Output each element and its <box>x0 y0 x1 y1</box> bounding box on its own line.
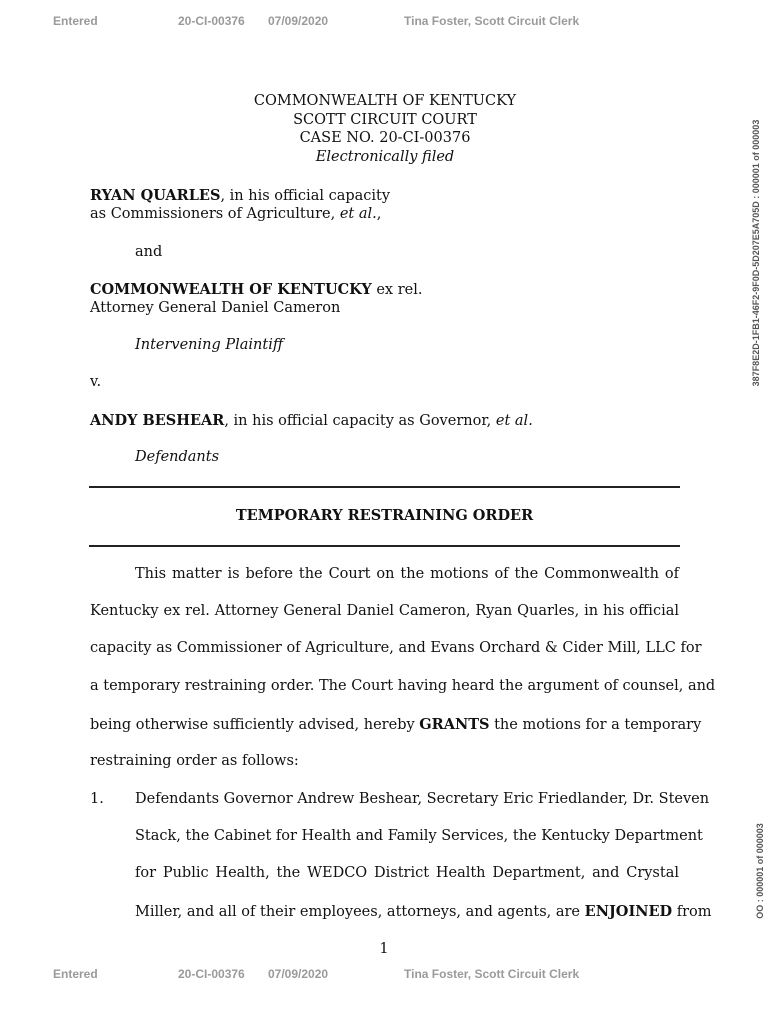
party-intervenor-line1 <box>90 280 422 300</box>
body-line: a temporary restraining order. The Court having heard the argument of counsel, and <box>90 678 716 694</box>
footer-stamp <box>0 967 768 985</box>
plaintiff-title: as Commissioners of Agriculture, <box>90 206 340 222</box>
item-line: Defendants Governor Andrew Beshear, Secretary Eric Friedlander, Dr. Steven <box>135 791 710 807</box>
page-count-sidebar <box>755 791 765 951</box>
clerk-name: Tina Foster, Scott Circuit Clerk <box>404 14 580 28</box>
body-line-grants <box>90 716 702 733</box>
versus: v. <box>90 374 102 390</box>
entered-date: 07/09/2020 <box>268 967 329 981</box>
case-number: 20-CI-00376 <box>178 14 245 28</box>
caption-court: SCOTT CIRCUIT COURT <box>293 111 477 128</box>
intervenor-exrel: ex rel. <box>371 282 423 298</box>
body-text: the motions for a temporary <box>489 717 702 733</box>
page-number: 1 <box>379 941 389 957</box>
body-line: capacity as Commissioner of Agriculture, and Evans Orchard & Cider Mill, LLC for <box>90 640 702 656</box>
item-text: Miller, and all of their employees, attorneys, and agents, are <box>135 904 585 920</box>
party-defendant <box>90 411 533 431</box>
item-number: 1. <box>90 791 104 807</box>
enjoined-emphasis: ENJOINED <box>584 903 673 920</box>
caption-filed: Electronically filed <box>315 148 455 165</box>
caption-case-no: CASE NO. 20-CI-00376 <box>299 130 471 146</box>
body-line: restraining order as follows: <box>90 753 299 769</box>
party-plaintiff-line2 <box>90 205 381 224</box>
party-and: and <box>135 244 163 260</box>
body-line: Kentucky ex rel. Attorney General Daniel Cameron, Ryan Quarles, in his official <box>90 603 679 619</box>
defendant-role: Defendants <box>135 449 220 465</box>
page-count-prefix: OO : <box>755 896 765 919</box>
plaintiff-capacity: , in his official capacity <box>220 188 391 204</box>
title-rule-top <box>89 486 680 488</box>
plaintiff-etal: et al. <box>339 206 377 222</box>
page-count: 000001 of 000003 <box>755 823 765 897</box>
header-stamp <box>0 14 768 32</box>
intervenor-role: Intervening Plaintiff <box>135 337 284 353</box>
plaintiff-comma: , <box>376 206 382 222</box>
party-intervenor-line2: Attorney General Daniel Cameron <box>90 300 341 316</box>
item-line: Stack, the Cabinet for Health and Family Services, the Kentucky Department <box>135 828 703 844</box>
title-rule-bottom <box>89 545 680 547</box>
entered-label: Entered <box>53 14 98 28</box>
document-title: TEMPORARY RESTRAINING ORDER <box>235 507 534 524</box>
entered-date: 07/09/2020 <box>268 14 329 28</box>
body-line: This matter is before the Court on the motions of the Commonwealth of <box>135 566 679 582</box>
intervenor-name: COMMONWEALTH OF KENTUCKY <box>90 281 372 298</box>
court-caption <box>90 92 680 166</box>
item-line: for Public Health, the WEDCO District Health Department, and Crystal <box>135 865 679 881</box>
party-plaintiff-line1 <box>90 186 390 206</box>
defendant-capacity: , in his official capacity as Governor, <box>224 413 496 429</box>
item-text: from <box>672 904 712 920</box>
clerk-name: Tina Foster, Scott Circuit Clerk <box>404 967 580 981</box>
case-number: 20-CI-00376 <box>178 967 245 981</box>
document-id-sidebar: 387F8E2D-1FB1-46F2-9F0D-5D207E5A705D : 000001 of 000003 <box>751 119 761 387</box>
caption-commonwealth: COMMONWEALTH OF KENTUCKY <box>253 93 517 109</box>
grants-emphasis: GRANTS <box>419 716 490 733</box>
body-text: being otherwise sufficiently advised, hereby <box>90 717 420 733</box>
defendant-etal: et al. <box>495 413 533 429</box>
entered-label: Entered <box>53 967 98 981</box>
item-line-enjoined <box>135 903 712 920</box>
defendant-name: ANDY BESHEAR <box>90 412 225 429</box>
plaintiff-name: RYAN QUARLES <box>90 187 221 204</box>
